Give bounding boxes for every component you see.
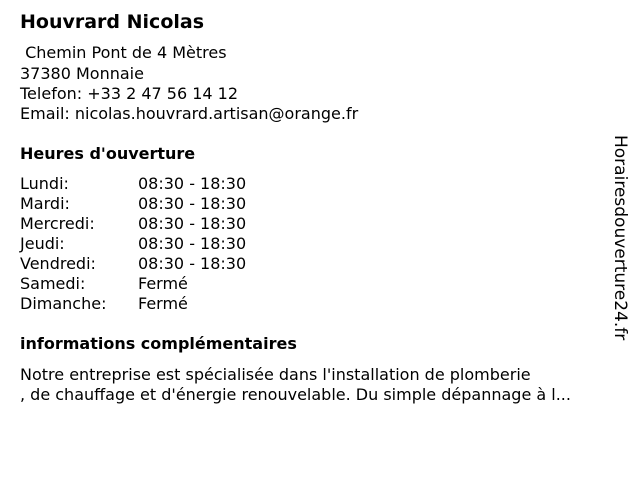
address-street: Chemin Pont de 4 Mètres xyxy=(20,43,227,62)
business-name: Houvrard Nicolas xyxy=(20,11,205,33)
day-hours: Fermé xyxy=(138,274,188,293)
day-label: Mercredi: xyxy=(20,214,95,233)
info-text-line-1: Notre entreprise est spécialisée dans l'installation de plomberie xyxy=(20,365,531,384)
day-label: Jeudi: xyxy=(20,234,65,253)
email-address: Email: nicolas.houvrard.artisan@orange.fr xyxy=(20,104,359,123)
hours-heading: Heures d'ouverture xyxy=(20,144,196,163)
day-hours: Fermé xyxy=(138,294,188,313)
day-hours: 08:30 - 18:30 xyxy=(138,214,247,233)
day-label: Lundi: xyxy=(20,174,69,193)
day-hours: 08:30 - 18:30 xyxy=(138,254,247,273)
site-watermark: Horairesdouverture24.fr xyxy=(610,135,630,341)
day-label: Samedi: xyxy=(20,274,86,293)
day-label: Mardi: xyxy=(20,194,70,213)
phone-number: Telefon: +33 2 47 56 14 12 xyxy=(20,84,239,103)
info-heading: informations complémentaires xyxy=(20,334,297,353)
day-hours: 08:30 - 18:30 xyxy=(138,234,247,253)
day-label: Vendredi: xyxy=(20,254,96,273)
day-hours: 08:30 - 18:30 xyxy=(138,194,247,213)
address-city: 37380 Monnaie xyxy=(20,64,144,83)
day-label: Dimanche: xyxy=(20,294,107,313)
day-hours: 08:30 - 18:30 xyxy=(138,174,247,193)
info-text-line-2: , de chauffage et d'énergie renouvelable. Du simple dépannage à l... xyxy=(20,385,571,404)
